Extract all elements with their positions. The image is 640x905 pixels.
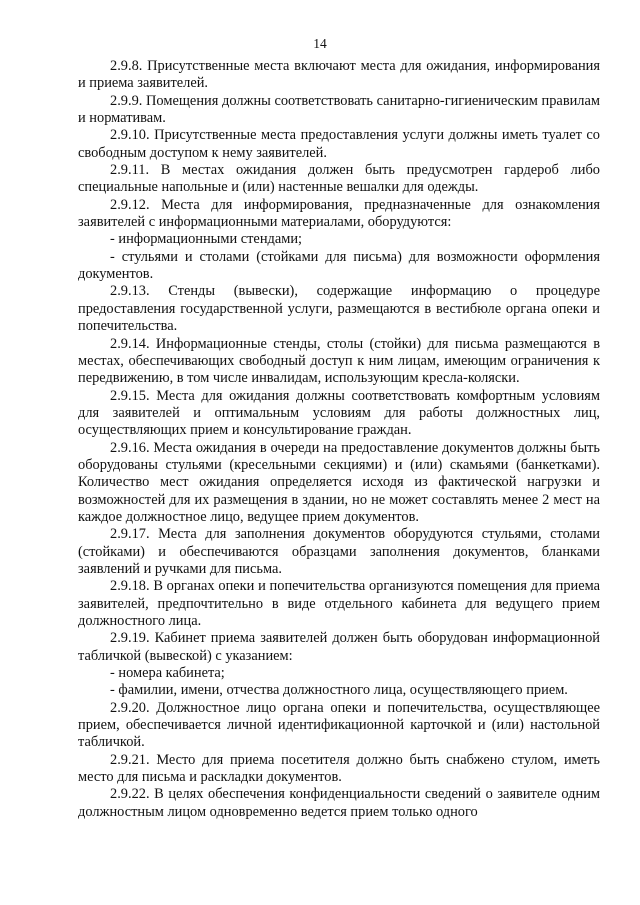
list-item: - стульями и столами (стойками для письма) для возможности оформления документов. [78, 248, 600, 283]
list-item: - номера кабинета; [110, 665, 225, 682]
paragraph-2-9-14: 2.9.14. Информационные стенды, столы (стойки) для письма размещаются в местах, обеспечивающих свободный доступ к ним лицам, имеющим ограничения к передвижению, в том числе инвалидам, использующим кресла-коляски. [78, 335, 600, 387]
paragraph-2-9-22: 2.9.22. В целях обеспечения конфиденциальности сведений о заявителе одним должностным лицом одновременно ведется прием только одного [78, 786, 600, 820]
paragraph-2-9-21: 2.9.21. Место для приема посетителя должно быть снабжено стулом, иметь место для письма и раскладки документов. [78, 751, 600, 786]
list-item: - информационными стендами; [110, 231, 303, 248]
paragraph-2-9-10: 2.9.10. Присутственные места предоставления услуги должны иметь туалет со свободным доступом к нему заявителей. [78, 127, 600, 161]
document-body [78, 58, 600, 821]
paragraph-2-9-9: 2.9.9. Помещения должны соответствовать санитарно-гигиеническим правилам и нормативам. [78, 92, 600, 127]
paragraph-2-9-8: 2.9.8. Присутственные места включают места для ожидания, информирования и приема заявителей. [78, 58, 600, 92]
paragraph-2-9-20: 2.9.20. Должностное лицо органа опеки и попечительства, осуществляющее прием, обеспечивается личной идентификационной карточкой и (или) настольной табличкой. [78, 699, 600, 751]
paragraph-2-9-17: 2.9.17. Места для заполнения документов оборудуются стульями, столами (стойками) и обеспечиваются образцами заполнения документов, бланками заявлений и ручками для письма. [78, 526, 600, 577]
list-item: - фамилии, имени, отчества должностного лица, осуществляющего прием. [110, 682, 568, 699]
paragraph-2-9-15: 2.9.15. Места для ожидания должны соответствовать комфортным условиям для заявителей и оптимальным условиям для работы должностных лиц, осуществляющих прием и консультирование граждан. [78, 387, 600, 439]
paragraph-2-9-16: 2.9.16. Места ожидания в очереди на предоставление документов должны быть оборудованы стульями (кресельными секциями) и (или) скамьями (банкетками). Количество мест ожидания определяется исходя из фактической нагрузки и возможностей для их размещения в здании, но не может составлять менее 2 мест на каждое должностное лицо, ведущее прием документов. [78, 439, 600, 525]
page-number: 14 [313, 36, 327, 51]
paragraph-2-9-12: 2.9.12. Места для информирования, предназначенные для ознакомления заявителей с информационными материалами, оборудуются: [78, 196, 600, 231]
paragraph-2-9-18: 2.9.18. В органах опеки и попечительства организуются помещения для приема заявителей, предпочтительно в виде отдельного кабинета для ведущего прием должностного лица. [78, 578, 600, 629]
paragraph-2-9-13: 2.9.13. Стенды (вывески), содержащие информацию о процедуре предоставления государственной услуги, размещаются в вестибюле органа опеки и попечительства. [78, 283, 600, 335]
paragraph-2-9-19: 2.9.19. Кабинет приема заявителей должен быть оборудован информационной табличкой (вывеской) с указанием: [78, 630, 600, 664]
paragraph-2-9-11: 2.9.11. В местах ожидания должен быть предусмотрен гардероб либо специальные напольные и (или) настенные вешалки для одежды. [78, 162, 600, 196]
